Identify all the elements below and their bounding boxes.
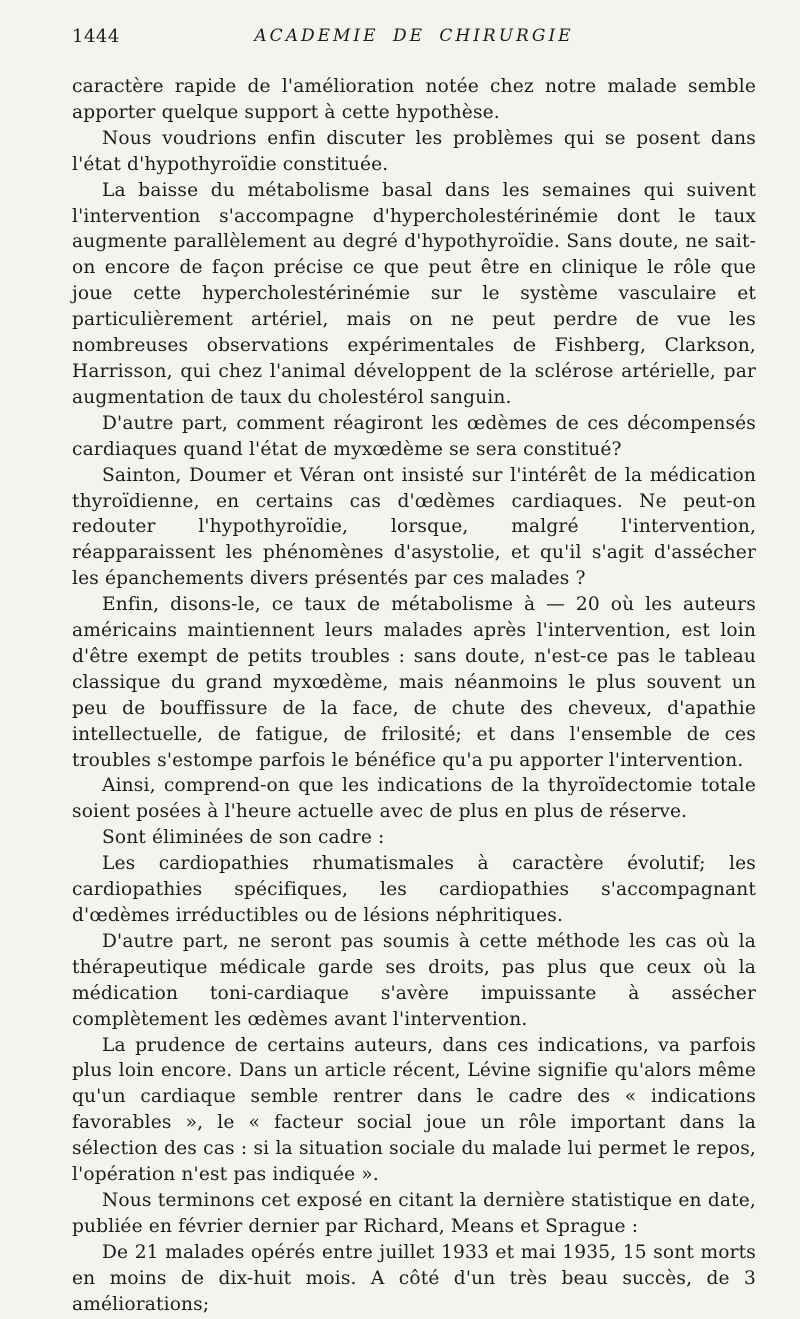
page-header — [72, 26, 756, 56]
paragraph: Sont éliminées de son cadre : — [102, 827, 385, 849]
paragraph: D'autre part, ne seront pas soumis à cette méthode les cas où la thérapeutique médicale garde ses droits, pas plus que ceux où la médication toni-cardiaque s'avère impuissante à assécher complètement les œdèmes avant l'intervention. — [72, 930, 756, 1030]
paragraph: Nous voudrions enfin discuter les problèmes qui se posent dans l'état d'hypothyroïdie constituée. — [72, 127, 756, 175]
running-title: ACADEMIE DE CHIRURGIE — [254, 26, 574, 46]
paragraph: La prudence de certains auteurs, dans ces indications, va parfois plus loin encore. Dans un article récent, Lévine signifie qu'alors même qu'un cardiaque semble rentrer dans le cadre des « indications favorables », le « facteur social joue un rôle important dans la sélection des cas : si la situation sociale du malade lui permet le repos, l'opération n'est pas indiquée ». — [72, 1034, 756, 1186]
paragraph: Sainton, Doumer et Véran ont insisté sur l'intérêt de la médication thyroïdienne, en certains cas d'œdèmes cardiaques. Ne peut-on redouter l'hypothyroïdie, lorsque, malgré l'intervention, réapparaissent les phénomènes d'asystolie, et qu'il s'agit d'assécher les épanchements divers présentés par ces malades ? — [72, 464, 756, 590]
paragraph: Enfin, disons-le, ce taux de métabolisme à — 20 où les auteurs américains maintiennent leurs malades après l'intervention, est loin d'être exempt de petits troubles : sans doute, n'est-ce pas le tableau classique du grand myxœdème, mais néanmoins le plus souvent un peu de bouffissure de la face, de chute des cheveux, d'apathie intellectuelle, de fatigue, de frilosité; et dans l'ensemble de ces troubles s'estompe parfois le bénéfice qu'a pu apporter l'intervention. — [72, 594, 756, 771]
page-number: 1444 — [72, 26, 120, 47]
paragraph: Ainsi, comprend-on que les indications de la thyroïdectomie totale soient posées à l'heure actuelle avec de plus en plus de réserve. — [72, 775, 756, 823]
paragraph: Les cardiopathies rhumatismales à caractère évolutif; les cardiopathies spécifiques, les cardiopathies s'accompagnant d'œdèmes irréductibles ou de lésions néphritiques. — [72, 853, 756, 926]
body-text — [72, 74, 756, 1318]
paragraph: De 21 malades opérés entre juillet 1933 et mai 1935, 15 sont morts en moins de dix-huit mois. A côté d'un très beau succès, de 3 améliorations; — [72, 1241, 756, 1315]
paragraph: La baisse du métabolisme basal dans les semaines qui suivent l'intervention s'accompagne d'hypercholestérinémie dont le taux augmente parallèlement au degré d'hypothyroïdie. Sans doute, ne sait-on encore de façon précise ce que peut être en clinique le rôle que joue cette hypercholestérinémie sur le système vasculaire et particulièrement artériel, mais on ne peut perdre de vue les nombreuses observations expérimentales de Fishberg, Clarkson, Harrisson, qui chez l'animal développent de la sclérose artérielle, par augmentation de taux du cholestérol sanguin. — [72, 179, 756, 408]
paragraph: caractère rapide de l'amélioration notée chez notre malade semble apporter quelque support à cette hypothèse. — [72, 76, 756, 123]
paragraph: Nous terminons cet exposé en citant la dernière statistique en date, publiée en février dernier par Richard, Means et Sprague : — [72, 1189, 756, 1237]
paragraph: D'autre part, comment réagiront les œdèmes de ces décompensés cardiaques quand l'état de myxœdème se sera constitué? — [72, 412, 756, 460]
